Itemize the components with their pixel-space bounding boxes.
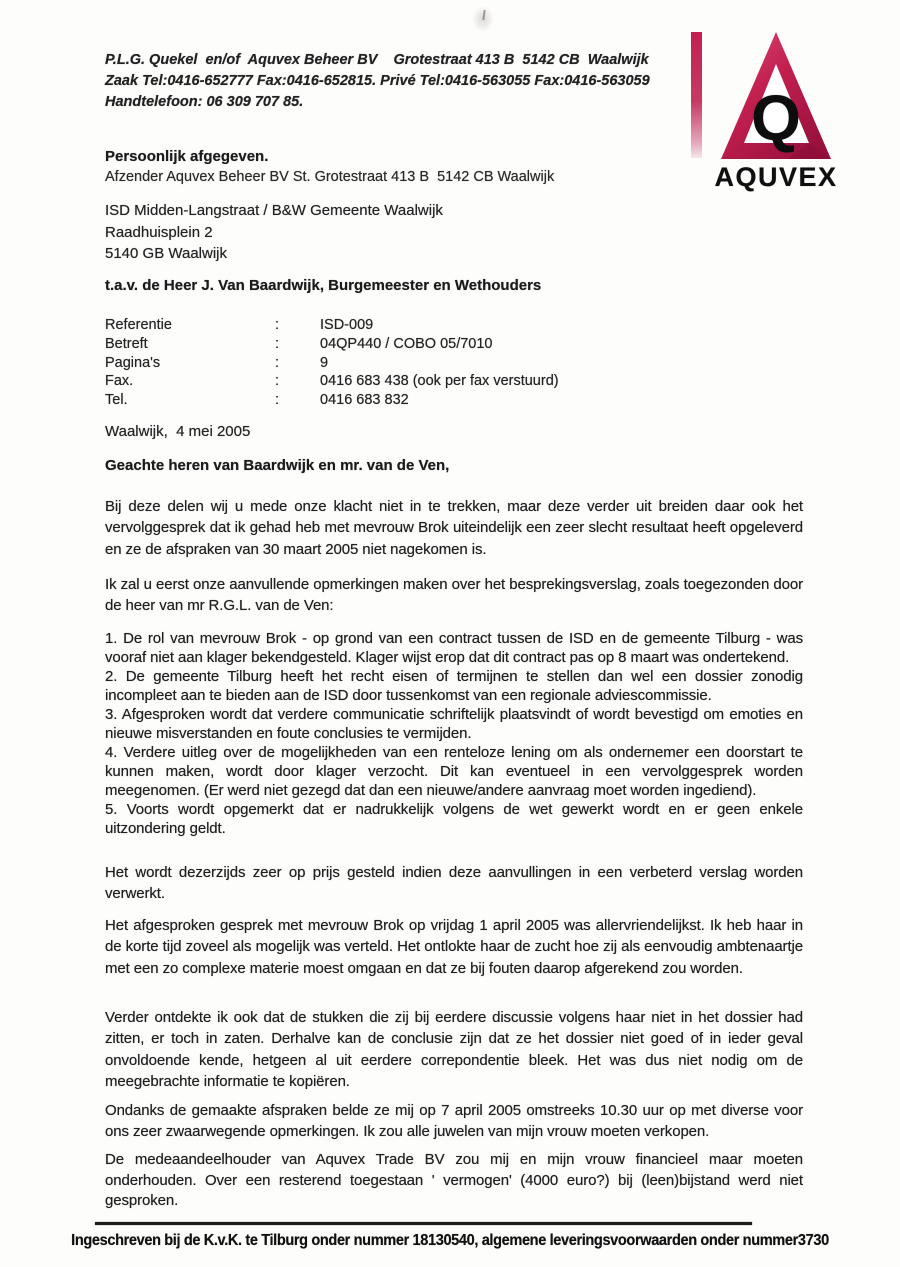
list-item: 4. Verdere uitleg over de mogelijkheden van een renteloze lening om als ondernemer een doorstart te kunnen maken, wordt door klager verzocht. Dit kan eventueel in een vervolggesprek worden meegenomen. (Er werd niet gezegd dat dan een nieuwe/andere aanvraag moet worden ingediend). [105, 744, 803, 799]
ref-label: Pagina's [105, 354, 161, 371]
numbered-list [105, 629, 803, 838]
ref-value: 04QP440 / COBO 05/7010 [320, 335, 493, 352]
ref-label: Tel. [105, 392, 128, 409]
list-item: 1. De rol van mevrouw Brok - op grond van een contract tussen de ISD en de gemeente Tilburg - was vooraf niet aan klager bekendgesteld. Klager wijst erop dat dit contract pas op 8 maart was ondertekend. [105, 630, 803, 666]
footer-divider [95, 1222, 752, 1225]
ref-separator: : [275, 392, 280, 409]
reference-table [105, 316, 803, 410]
ref-value: 0416 683 832 [320, 392, 409, 409]
ref-separator: : [275, 354, 280, 371]
recipient-line-2: Raadhuisplein 2 [105, 223, 213, 241]
delivery-block [105, 147, 803, 187]
table-row [105, 316, 803, 335]
recipient-address [105, 200, 803, 265]
ref-value: ISD-009 [320, 317, 374, 333]
list-item: 3. Afgesproken wordt dat verdere communicatie schriftelijk plaatsvindt of wordt bevestigd om emoties en nieuwe misverstanden en foute conclusies te vermijden. [105, 706, 803, 742]
table-row [105, 372, 803, 391]
letterhead-line-2: Zaak Tel:0416-652777 Fax:0416-652815. Privé Tel:0416-563055 Fax:0416-563059 [105, 73, 650, 89]
body-paragraph: Het afgesproken gesprek met mevrouw Brok op vrijdag 1 april 2005 was allervriendelijkst. Ik heb haar in de korte tijd zoveel als mogelijk was verteld. Het ontlokte haar de zucht hoe zij als eenvoudig ambtenaartje met een zo complexe materie moest omgaan en dat ze bij fouten daarop afgerekend zou worden. [105, 917, 803, 977]
table-row [105, 335, 803, 354]
salutation: Geachte heren van Baardwijk en mr. van de Ven, [105, 457, 450, 474]
body-paragraph: Het wordt dezerzijds zeer op prijs gesteld indien deze aanvullingen in een verbeterd verslag worden verwerkt. [105, 864, 803, 903]
ref-value: 9 [320, 354, 329, 371]
table-row [105, 354, 803, 373]
list-item: 2. De gemeente Tilburg heeft het recht eisen of termijnen te stellen dan wel een dossier zonodig incompleet aan te bieden aan de ISD door tussenkomst van een regionale adviescommissie. [105, 668, 803, 704]
body-paragraph: De medeaandeelhouder van Aquvex Trade BV zou mij en mijn vrouw financieel maar moeten onderhouden. Over een resterend toegestaan ' vermogen' (4000 euro?) bij (leen)bijstand werd niet gesproken. [105, 1151, 803, 1209]
sender-line: Afzender Aquvex Beheer BV St. Grotestraat 413 B 5142 CB Waalwijk [105, 169, 555, 185]
body-paragraph: Verder ontdekte ik ook dat de stukken die zij bij eerdere discussie volgens haar niet in het dossier had zitten, er toch in zaten. Derhalve kan de conclusie zijn dat ze het dossier niet goed of in ieder geval onvoldoende kende, hetgeen al uit eerdere correpondentie bleek. Het was dus niet nodig om de meegebrachte informatie te kopiëren. [105, 1009, 803, 1091]
ref-separator: : [275, 335, 280, 352]
ref-separator: : [275, 373, 280, 390]
body-paragraph: Ondanks de gemaakte afspraken belde ze mij op 7 april 2005 omstreeks 10.30 uur op met diverse voor ons zeer zwaarwegende opmerkingen. Ik zou alle juwelen van mijn vrouw moeten verkopen. [105, 1102, 803, 1141]
delivery-method: Persoonlijk afgegeven. [105, 148, 269, 165]
logo-wordmark: AQUVEX [714, 162, 838, 192]
letterhead-line-3: Handtelefoon: 06 309 707 85. [105, 94, 304, 110]
recipient-line-3: 5140 GB Waalwijk [105, 245, 227, 262]
ref-label: Referentie [105, 317, 172, 333]
body-paragraph: Bij deze delen wij u mede onze klacht niet in te trekken, maar deze verder uit breiden daar ook het vervolggesprek dat ik gehad heb met mevrouw Brok uiteindelijk een zeer slecht resultaat heeft opgeleverd en ze de afspraken van 30 maart 2005 niet nagekomen is. [105, 498, 803, 558]
logo-bar [691, 32, 702, 158]
attention-line: t.a.v. de Heer J. Van Baardwijk, Burgemeester en Wethouders [105, 277, 542, 294]
list-item: 5. Voorts wordt opgemerkt dat er nadrukkelijk volgens de wet gewerkt wordt en er geen enkele uitzondering geldt. [105, 801, 803, 837]
ref-label: Betreft [105, 335, 148, 352]
recipient-line-1: ISD Midden-Langstraat / B&W Gemeente Waalwijk [105, 202, 443, 219]
footer-registration: Ingeschreven bij de K.v.K. te Tilburg onder nummer 18130540, algemene leveringsvoorwaarden onder nummer3730 [71, 1232, 829, 1249]
logo-monogram: Q [751, 82, 801, 154]
ref-separator: : [275, 317, 280, 333]
ref-label: Fax. [105, 373, 134, 390]
body-paragraph: Ik zal u eerst onze aanvullende opmerkingen maken over het besprekingsverslag, zoals toegezonden door de heer van mr R.G.L. van de Ven: [105, 576, 803, 615]
dateline: Waalwijk, 4 mei 2005 [105, 423, 251, 440]
letterhead-line-1: P.L.G. Quekel en/of Aquvex Beheer BV Grotestraat 413 B 5142 CB Waalwijk [105, 52, 649, 68]
ref-value: 0416 683 438 (ook per fax verstuurd) [320, 373, 559, 390]
table-row [105, 391, 803, 410]
